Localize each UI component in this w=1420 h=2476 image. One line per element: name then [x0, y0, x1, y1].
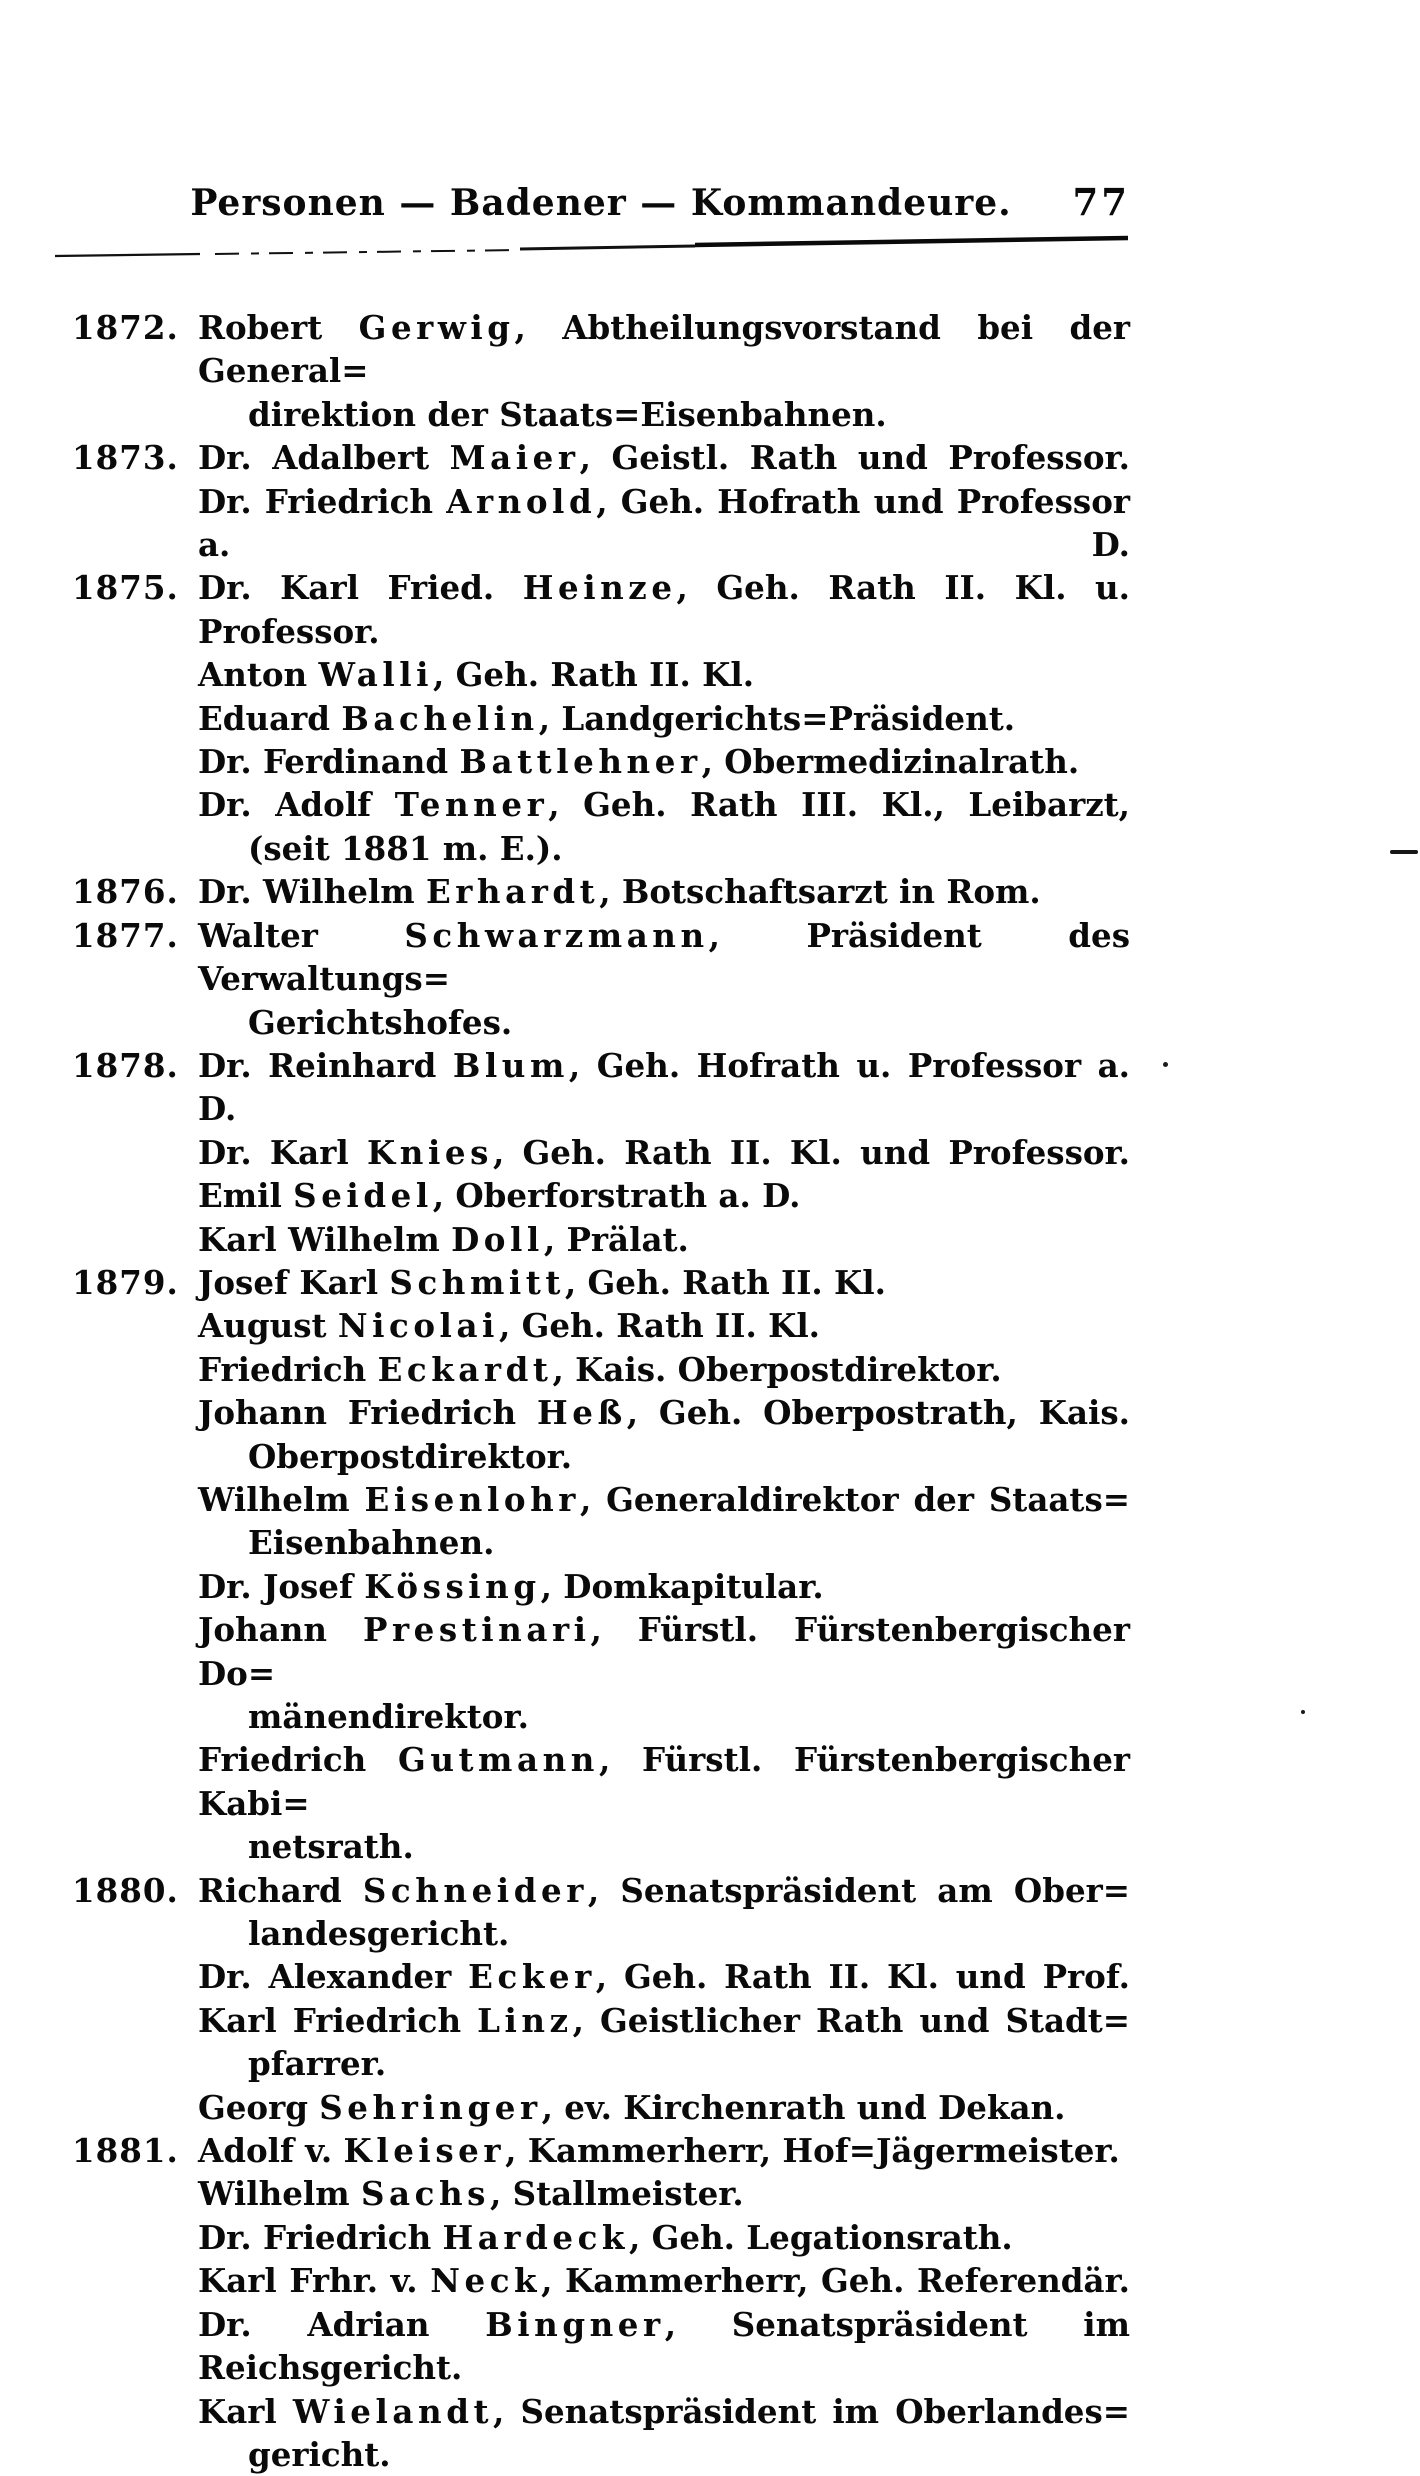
- entry-text: [198, 306, 1130, 393]
- entry-text-pre: Richard: [198, 1870, 363, 1910]
- entry-text-pre: Eduard: [198, 698, 342, 738]
- entry-text-post: , Obermedizinalrath.: [701, 742, 1080, 782]
- entry-text-pre: landesgericht.: [248, 1914, 510, 1954]
- entry-year: 1880.: [72, 1870, 179, 1910]
- entry-text-pre: Friedrich: [198, 1740, 399, 1780]
- entry-text-post: , Botschaftsarzt in Rom.: [599, 872, 1041, 912]
- list-item: [72, 1955, 1130, 1998]
- list-item: [72, 1912, 1130, 1955]
- list-item: [72, 2216, 1130, 2259]
- scan-speck-dot: [1163, 1062, 1168, 1067]
- list-item: [72, 566, 1130, 653]
- entry-text-pre: Karl: [198, 2391, 293, 2431]
- list-item: [72, 1218, 1130, 1261]
- entry-text-pre: Dr. Karl Fried.: [198, 568, 523, 608]
- entry-text-post: , Kais. Oberpostdirektor.: [552, 1349, 1002, 1389]
- entry-surname: Erhardt: [425, 872, 600, 912]
- entry-surname: Gerwig: [358, 308, 515, 347]
- entry-surname: Kössing: [364, 1566, 541, 1606]
- entry-text-pre: direktion der Staats=Eisenbahnen.: [248, 394, 887, 434]
- list-item: [72, 2129, 1130, 2172]
- list-item: [72, 1261, 1130, 1304]
- list-item: [72, 740, 1130, 783]
- entry-year: 1879.: [72, 1262, 179, 1302]
- entry-surname: Sachs: [360, 2174, 490, 2214]
- entry-text-pre: (seit 1881 m. E.).: [248, 828, 563, 868]
- scan-speck-dash: [1390, 850, 1418, 854]
- entry-text: [198, 1044, 1130, 1131]
- list-item: [72, 827, 1130, 870]
- entry-text: [198, 1912, 1130, 1955]
- entry-text: [198, 1565, 1130, 1608]
- entry-text-pre: Josef Karl: [198, 1262, 390, 1302]
- entry-text-pre: Dr. Karl: [198, 1132, 367, 1172]
- entry-text: [198, 2172, 1130, 2215]
- entry-text-post: , Geh. Rath II. Kl.: [498, 1306, 820, 1346]
- entry-text-post: , ev. Kirchenrath und Dekan.: [541, 2087, 1066, 2127]
- entry-surname: Walli: [318, 655, 434, 695]
- entry-text: [198, 2433, 1130, 2476]
- entry-text-pre: Dr. Friedrich: [198, 2217, 443, 2257]
- entry-text: [198, 1174, 1130, 1217]
- list-item: [72, 2172, 1130, 2215]
- entry-text-pre: Wilhelm: [198, 2174, 361, 2214]
- entry-surname: Linz: [477, 2000, 573, 2040]
- entry-surname: Bingner: [485, 2304, 665, 2344]
- entry-text: [198, 697, 1130, 740]
- page-header: [72, 182, 1130, 236]
- list-item: [72, 1435, 1130, 1478]
- list-item: [72, 1391, 1130, 1434]
- entry-text-post: , Geh. Hofrath und Professor a. D.: [198, 481, 1130, 565]
- entry-year: 1877.: [72, 915, 179, 955]
- list-item: [72, 783, 1130, 826]
- list-item: [72, 870, 1130, 913]
- entry-text-pre: Karl Frhr. v.: [198, 2261, 431, 2301]
- list-item: [72, 436, 1130, 479]
- entry-text-pre: Dr. Ferdinand: [198, 742, 460, 782]
- entry-text-pre: Dr. Friedrich: [198, 481, 447, 521]
- entry-text: [198, 740, 1130, 783]
- entry-text-post: , Geh. Rath II. Kl. und Prof.: [595, 1957, 1130, 1997]
- entry-text: [198, 2303, 1130, 2390]
- entry-text-pre: Karl Friedrich: [198, 2000, 478, 2040]
- entry-text-post: , Geh. Legationsrath.: [628, 2217, 1013, 2257]
- entry-surname: Bachelin: [341, 698, 539, 738]
- entry-text-pre: Friedrich: [198, 1349, 378, 1389]
- list-item: [72, 480, 1130, 567]
- entry-surname: Gutmann: [398, 1740, 599, 1780]
- list-item: [72, 1478, 1130, 1521]
- entry-text-post: , Prälat.: [543, 1219, 689, 1259]
- list-item: [72, 1565, 1130, 1608]
- entry-year: 1873.: [72, 438, 179, 478]
- entry-text: [198, 783, 1130, 826]
- entry-surname: Seidel: [293, 1176, 433, 1216]
- entry-text-pre: August: [198, 1306, 338, 1346]
- entry-text-post: , Oberforstrath a. D.: [432, 1176, 801, 1216]
- entry-surname: Blum: [452, 1045, 569, 1085]
- entry-surname: Ecker: [468, 1957, 596, 1997]
- entry-surname: Eisenlohr: [364, 1479, 580, 1519]
- entry-text: [198, 1955, 1130, 1998]
- entry-text: [198, 1131, 1130, 1174]
- entry-text: [198, 1391, 1130, 1434]
- entry-surname: Heß: [537, 1393, 627, 1433]
- entry-text: [198, 870, 1130, 913]
- entry-text-pre: netsrath.: [248, 1827, 414, 1867]
- list-item: [72, 1348, 1130, 1391]
- entry-text-post: , Geh. Oberpostrath, Kais.: [626, 1393, 1131, 1433]
- entry-text-post: , Senatspräsident im Oberlandes=: [493, 2391, 1130, 2431]
- entry-text-pre: Anton: [198, 655, 319, 695]
- entry-text: [198, 480, 1130, 567]
- entry-text-pre: Robert: [198, 308, 359, 347]
- entry-surname: Battlehner: [459, 742, 702, 782]
- page-title: Personen — Badener — Kommandeure.: [190, 182, 1012, 224]
- entry-text-pre: Dr. Alexander: [198, 1957, 469, 1997]
- entry-text: [198, 1608, 1130, 1695]
- entry-surname: Wielandt: [292, 2391, 494, 2431]
- entry-surname: Prestinari: [362, 1610, 591, 1650]
- entry-text-post: , Präsident des Verwaltungs=: [198, 915, 1130, 999]
- entry-text-post: , Geh. Rath II. Kl. u. Professor.: [198, 568, 1131, 651]
- entry-text: [198, 2390, 1130, 2433]
- list-item: [72, 914, 1130, 1001]
- entry-text-pre: Oberpostdirektor.: [248, 1436, 573, 1476]
- entry-text-post: , Abtheilungsvorstand bei der General=: [198, 308, 1130, 391]
- entry-text-post: , Geh. Rath II. Kl.: [433, 655, 755, 695]
- entry-surname: Tenner: [394, 785, 549, 825]
- entry-text-post: , Geh. Hofrath u. Professor a. D.: [198, 1045, 1130, 1129]
- list-item: [72, 1608, 1130, 1695]
- list-item: [72, 306, 1130, 393]
- entry-text: [198, 1001, 1130, 1044]
- scan-speck-dot: [1301, 1710, 1305, 1714]
- entry-year: 1872.: [72, 308, 179, 347]
- entry-text-pre: mänendirektor.: [248, 1697, 529, 1736]
- list-item: [72, 1999, 1130, 2042]
- entry-text-post: , Kammerherr, Hof=Jägermeister.: [505, 2131, 1120, 2171]
- entry-surname: Eckardt: [377, 1349, 553, 1389]
- entry-text: [198, 827, 1130, 870]
- entry-text-post: , Fürstl. Fürstenbergischer Do=: [198, 1610, 1130, 1693]
- entry-year: 1876.: [72, 872, 179, 912]
- list-item: [72, 697, 1130, 740]
- entry-surname: Doll: [451, 1219, 544, 1259]
- entry-text-post: , Fürstl. Fürstenbergischer Kabi=: [198, 1740, 1130, 1823]
- list-item: [72, 1825, 1130, 1868]
- entry-text-pre: pfarrer.: [248, 2044, 387, 2084]
- entry-text-pre: Johann: [198, 1610, 363, 1650]
- entry-text-pre: Dr. Adrian: [198, 2304, 486, 2344]
- entry-text-post: , Geistlicher Rath und Stadt=: [572, 2000, 1130, 2040]
- entry-text: [198, 1304, 1130, 1347]
- entry-text: [198, 1478, 1130, 1521]
- list-item: [72, 2390, 1130, 2433]
- entry-text: [198, 914, 1130, 1001]
- entry-surname: Sehringer: [319, 2087, 542, 2127]
- entry-text-pre: Dr. Josef: [198, 1566, 365, 1606]
- entry-surname: Schwarzmann: [404, 915, 709, 955]
- list-item: [72, 1044, 1130, 1131]
- entry-surname: Neck: [430, 2261, 542, 2301]
- entry-text: [198, 1738, 1130, 1825]
- entry-text-pre: Dr. Adalbert: [198, 438, 450, 478]
- entry-text-pre: Walter: [198, 915, 405, 955]
- entry-surname: Nicolai: [337, 1306, 499, 1346]
- entry-text-post: , Domkapitular.: [540, 1566, 824, 1606]
- list-item: [72, 2042, 1130, 2085]
- entry-text-pre: Johann Friedrich: [198, 1393, 538, 1433]
- entry-text-post: , Kammerherr, Geh. Referendär.: [541, 2261, 1130, 2301]
- entry-text-pre: Dr. Wilhelm: [198, 872, 426, 912]
- entry-text: [198, 1261, 1130, 1304]
- entry-surname: Hardeck: [442, 2217, 629, 2257]
- entry-text: [198, 566, 1130, 653]
- entry-text-pre: Eisenbahnen.: [248, 1523, 495, 1563]
- entry-text: [198, 1695, 1130, 1738]
- entry-text-pre: Karl Wilhelm: [198, 1219, 452, 1259]
- entry-text-post: , Geistl. Rath und Professor.: [579, 438, 1130, 478]
- list-item: [72, 2259, 1130, 2302]
- entry-text-pre: Dr. Adolf: [198, 785, 395, 825]
- page-number: 77: [1072, 180, 1130, 224]
- list-item: [72, 2303, 1130, 2390]
- entry-year: 1878.: [72, 1045, 179, 1085]
- list-item: [72, 1695, 1130, 1738]
- entry-text: [198, 436, 1130, 479]
- entry-text-pre: Emil: [198, 1176, 294, 1216]
- entry-text-post: , Senatspräsident im Reichsgericht.: [198, 2304, 1130, 2388]
- entry-text: [198, 1348, 1130, 1391]
- list-item: [72, 1131, 1130, 1174]
- entry-text: [198, 1869, 1130, 1912]
- entry-text-post: , Stallmeister.: [489, 2174, 744, 2214]
- entry-text: [198, 2216, 1130, 2259]
- entry-text: [198, 2042, 1130, 2085]
- entry-text: [198, 1218, 1130, 1261]
- list-item: [72, 1869, 1130, 1912]
- entry-year: 1875.: [72, 568, 179, 608]
- entry-text-pre: Gerichtshofes.: [248, 1002, 513, 1042]
- list-item: [72, 1521, 1130, 1564]
- entry-surname: Schneider: [362, 1870, 588, 1910]
- entry-text-pre: Georg: [198, 2087, 320, 2127]
- entry-text-post: , Senatspräsident am Ober=: [587, 1870, 1130, 1910]
- list-item: [72, 2433, 1130, 2476]
- entry-text-pre: Dr. Reinhard: [198, 1045, 453, 1085]
- entry-surname: Kleiser: [343, 2131, 506, 2171]
- entry-list: [72, 306, 1130, 2476]
- list-item: [72, 1738, 1130, 1825]
- entry-surname: Arnold: [446, 481, 597, 521]
- entry-text-post: , Generaldirektor der Staats=: [579, 1479, 1130, 1519]
- entry-text-pre: Wilhelm: [198, 1479, 365, 1519]
- entry-text: [198, 2129, 1130, 2172]
- entry-text-post: , Geh. Rath III. Kl., Leibarzt,: [548, 785, 1130, 825]
- header-rule: [50, 230, 1140, 264]
- entry-surname: Heinze: [522, 568, 677, 608]
- entry-text: [198, 1521, 1130, 1564]
- entry-text-post: , Landgerichts=Präsident.: [538, 698, 1016, 738]
- entry-text-pre: Adolf v.: [198, 2131, 344, 2171]
- entry-text: [198, 393, 1130, 436]
- list-item: [72, 393, 1130, 436]
- entry-text-post: , Geh. Rath II. Kl.: [564, 1262, 886, 1302]
- list-item: [72, 1001, 1130, 1044]
- entry-text: [198, 1435, 1130, 1478]
- list-item: [72, 2086, 1130, 2129]
- entry-surname: Schmitt: [389, 1262, 565, 1302]
- entry-text: [198, 1825, 1130, 1868]
- entry-surname: Maier: [449, 438, 580, 478]
- list-item: [72, 653, 1130, 696]
- entry-text-pre: gericht.: [248, 2434, 391, 2474]
- entry-text: [198, 2086, 1130, 2129]
- entry-surname: Knies: [366, 1132, 493, 1172]
- entry-text: [198, 2259, 1130, 2302]
- entry-year: 1881.: [72, 2131, 179, 2171]
- entry-text: [198, 653, 1130, 696]
- entry-text-post: , Geh. Rath II. Kl. und Professor.: [492, 1132, 1130, 1172]
- list-item: [72, 1174, 1130, 1217]
- entry-text: [198, 1999, 1130, 2042]
- list-item: [72, 1304, 1130, 1347]
